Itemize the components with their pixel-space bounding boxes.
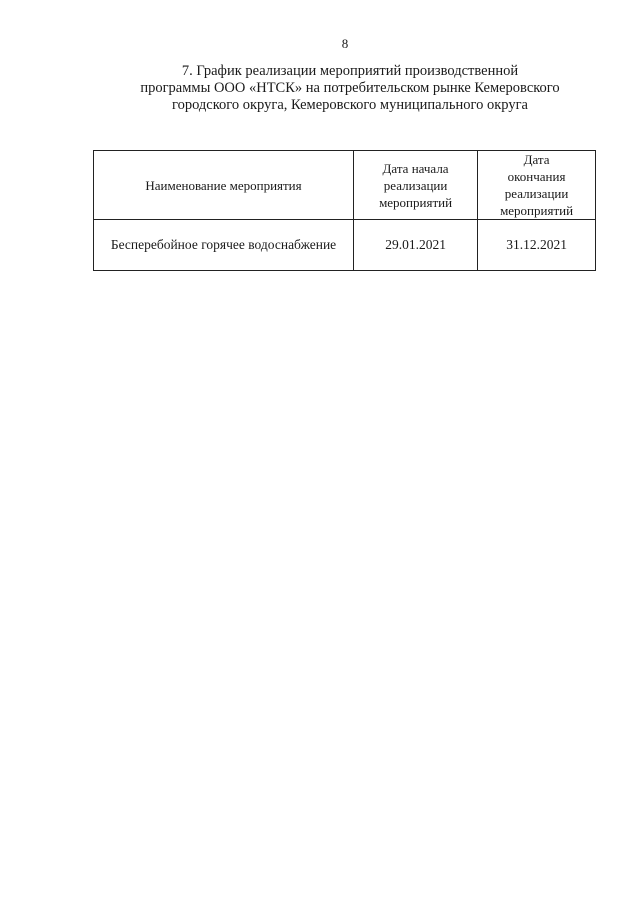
cell-activity-name: Бесперебойное горячее водоснабжение [94, 220, 354, 271]
heading-line-1: 7. График реализации мероприятий производственной [181, 63, 519, 79]
table-row [94, 220, 596, 271]
header-start-line: мероприятий [379, 194, 453, 210]
schedule-table [93, 150, 596, 271]
header-end-line: мероприятий [500, 203, 574, 218]
header-end-line: Дата [523, 152, 550, 167]
cell-end-date: 31.12.2021 [478, 220, 596, 271]
cell-start-date: 29.01.2021 [354, 220, 478, 271]
header-start-line: Дата начала [382, 160, 449, 176]
header-start-date [354, 151, 478, 220]
header-end-line: окончания [507, 169, 566, 184]
section-heading [100, 63, 600, 114]
page-number: 8 [341, 36, 349, 51]
header-start-line: реализации [383, 177, 448, 193]
header-name-line: Наименование мероприятия [145, 177, 302, 193]
heading-line-2: программы ООО «НТСК» на потребительском рынке Кемеровского [140, 80, 560, 96]
header-end-date [478, 151, 596, 220]
header-activity-name [94, 151, 354, 220]
heading-line-3: городского округа, Кемеровского муниципального округа [172, 97, 528, 113]
header-end-line: реализации [504, 186, 569, 201]
table-header-row [94, 151, 596, 220]
